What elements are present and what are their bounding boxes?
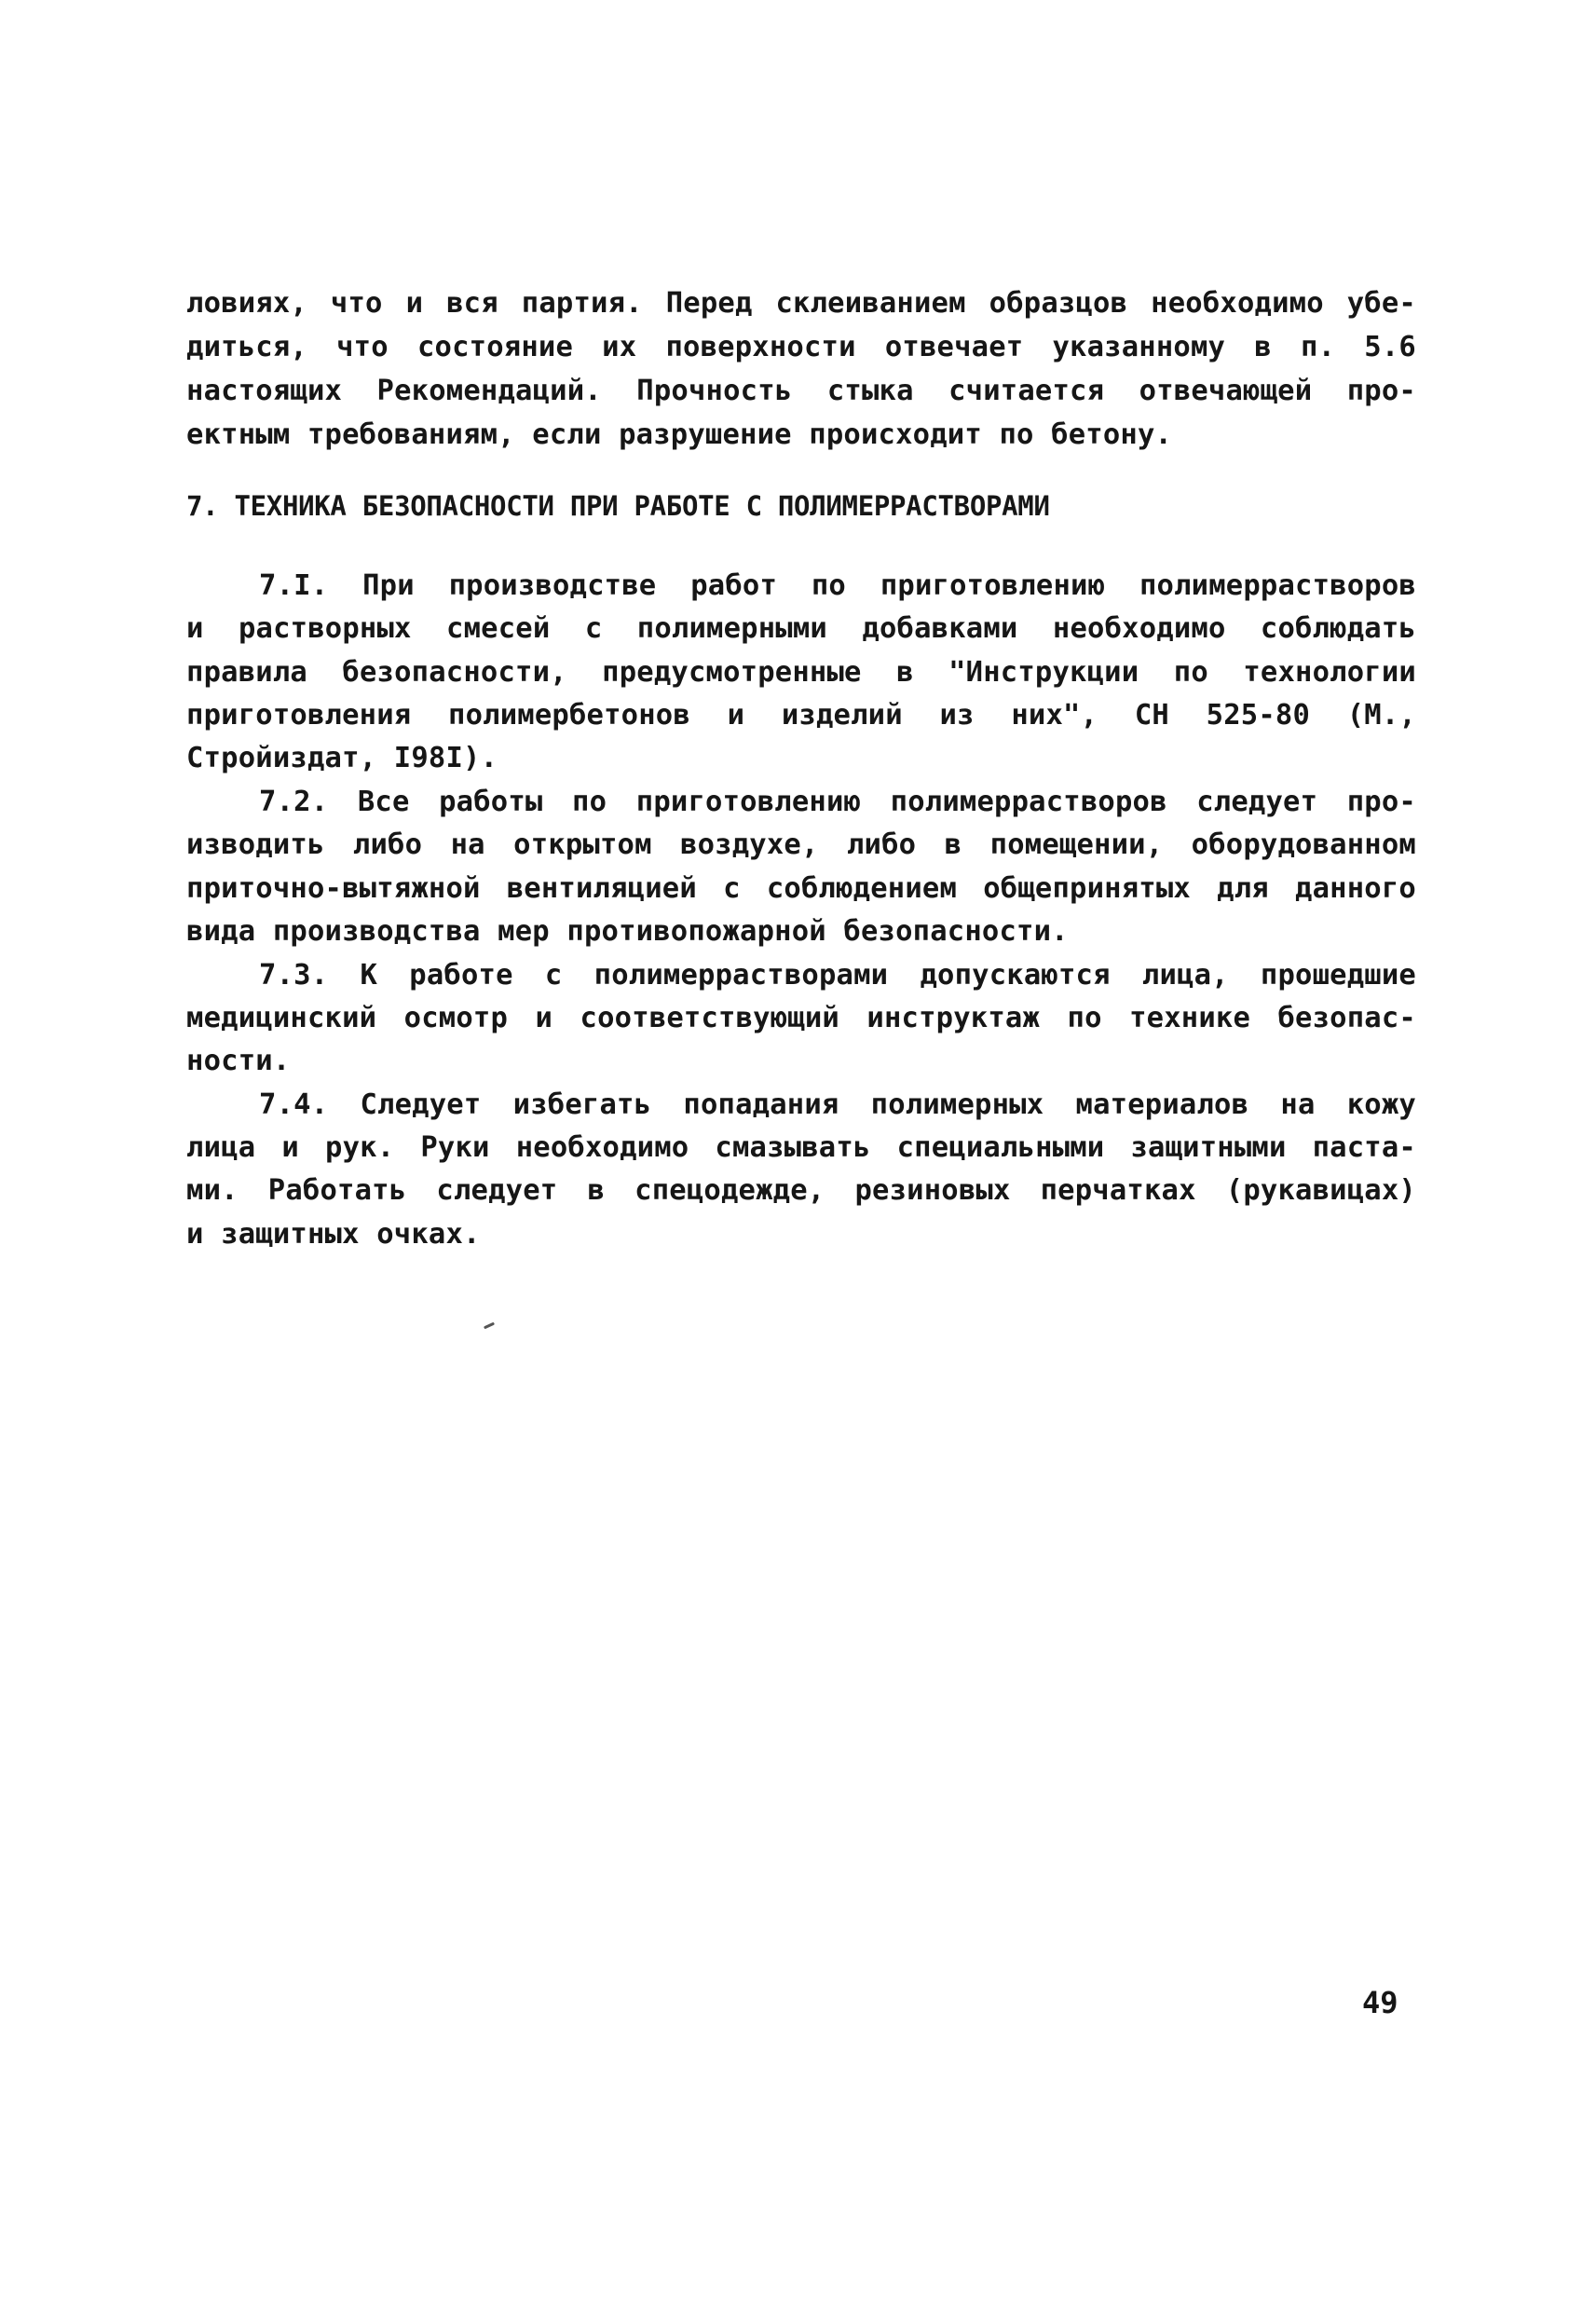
clause-7-3-line-1: 7.3. К работе с полимеррастворами допускаются лица, прошедшие — [259, 959, 1416, 992]
clause-7-4-line-3: ми. Работать следует в спецодежде, резиновых перчатках (рукавицах) — [186, 1174, 1416, 1207]
clause-7-2-line-3: приточно-вытяжной вентиляцией с соблюдением общепринятых для данного — [186, 872, 1416, 905]
clause-7-2-line-1: 7.2. Все работы по приготовлению полимеррастворов следует про- — [259, 786, 1416, 818]
intro-line-4: ектным требованиям, если разрушение происходит по бетону. — [186, 418, 1173, 451]
clause-7-4-line-1: 7.4. Следует избегать попадания полимерных материалов на кожу — [259, 1088, 1416, 1121]
scan-speck — [484, 1322, 495, 1330]
clause-7-4-line-2: лица и рук. Руки необходимо смазывать специальными защитными паста- — [186, 1131, 1416, 1164]
clause-7-1-line-5: Стройиздат, I98I). — [186, 742, 498, 774]
clause-7-2-line-4: вида производства мер противопожарной безопасности. — [186, 915, 1069, 948]
intro-line-3: настоящих Рекомендаций. Прочность стыка считается отвечающей про- — [186, 375, 1416, 407]
clause-7-2-line-2: изводить либо на открытом воздухе, либо в помещении, оборудованном — [186, 828, 1416, 861]
clause-7-4-line-4: и защитных очках. — [186, 1218, 481, 1251]
intro-line-2: диться, что состояние их поверхности отвечает указанному в п. 5.6 — [186, 331, 1416, 363]
clause-7-3-line-2: медицинский осмотр и соответствующий инструктаж по технике безопас- — [186, 1002, 1416, 1034]
page-number: 49 — [1362, 1985, 1398, 2020]
clause-7-1-line-4: приготовления полимербетонов и изделий из них", СН 525-80 (М., — [186, 699, 1416, 732]
clause-7-1-line-3: правила безопасности, предусмотренные в "Инструкции по технологии — [186, 656, 1416, 689]
section-heading: 7. ТЕХНИКА БЕЗОПАСНОСТИ ПРИ РАБОТЕ С ПОЛИМЕРРАСТВОРАМИ — [186, 490, 1050, 522]
clause-7-3-line-3: ности. — [186, 1045, 291, 1077]
clause-7-1-line-2: и растворных смесей с полимерными добавками необходимо соблюдать — [186, 612, 1416, 645]
clause-7-1-line-1: 7.I. При производстве работ по приготовлению полимеррастворов — [259, 569, 1416, 602]
intro-line-1: ловиях, что и вся партия. Перед склеиванием образцов необходимо убе- — [186, 287, 1416, 320]
